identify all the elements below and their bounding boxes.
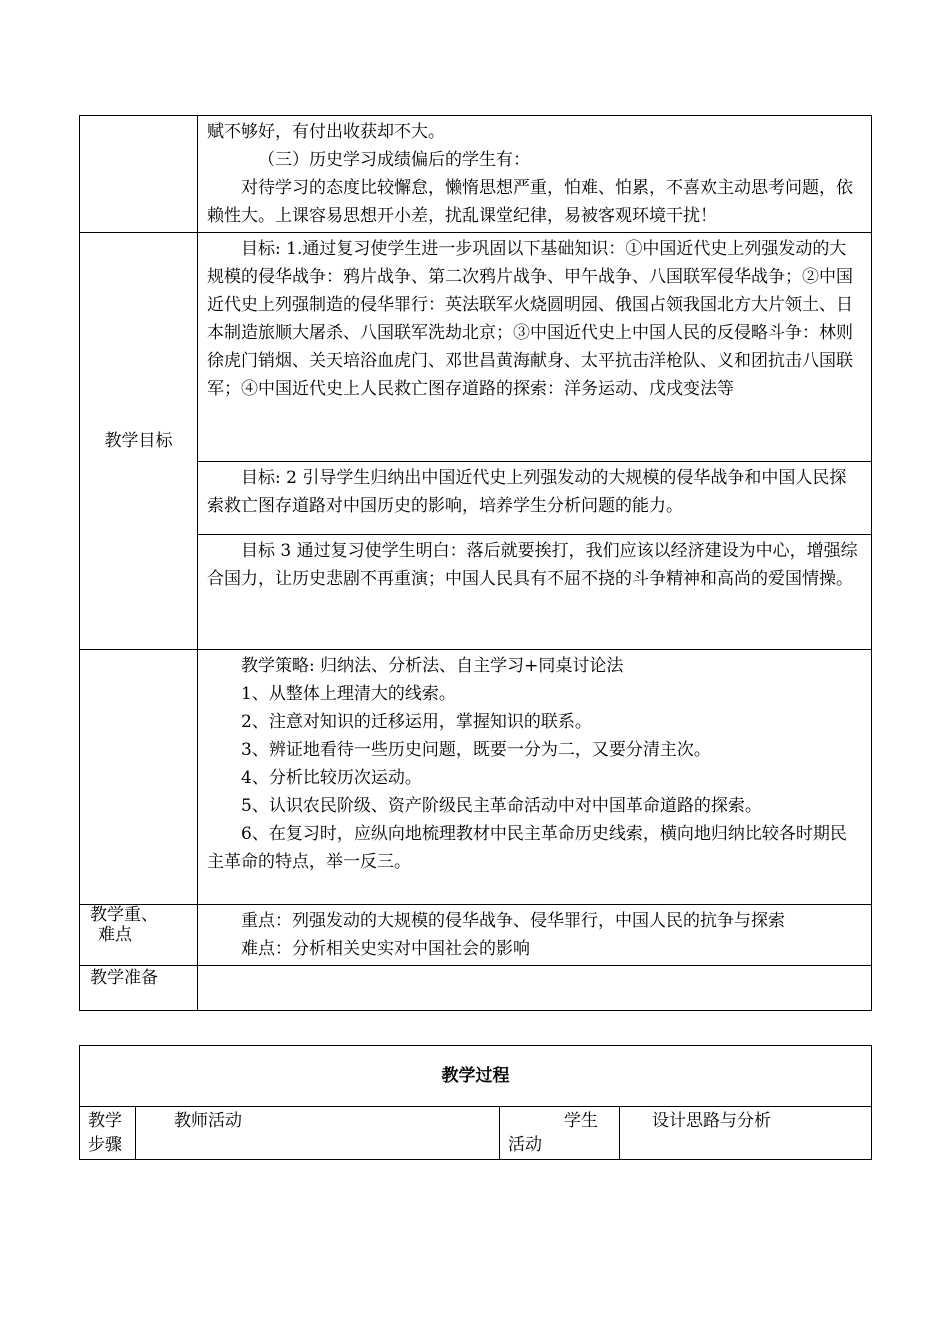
strategy-item: 4、分析比较历次运动。 — [241, 768, 422, 788]
student-analysis-row — [80, 116, 872, 233]
goal-2-cell — [198, 462, 872, 535]
student-activity-header — [500, 1107, 620, 1160]
teacher-activity-header: 教师活动 — [136, 1107, 500, 1160]
step-header-line2: 步骤 — [88, 1135, 122, 1155]
preparation-row — [80, 966, 872, 1011]
student-analysis-label-cell — [80, 116, 198, 233]
key-points-label-line2: 难点 — [98, 925, 132, 945]
preparation-label: 教学准备 — [80, 966, 198, 1011]
strategy-item: 2、注意对知识的迁移运用，掌握知识的联系。 — [241, 712, 592, 732]
process-header-row — [80, 1107, 872, 1160]
goal-1-text: 目标: 1.通过复习使学生进一步巩固以下基础知识：①中国近代史上列强发动的大规模的侵华战争：鸦片战争、第二次鸦片战争、甲午战争、八国联军侵华战争；②中国近代史上列强制造的侵华罪行：英法联军火烧圆明园、俄国占领我国北方大片领土、日本制造旅顺大屠杀、八国联军洗劫北京；③中国近代史上中国人民的反侵略斗争：林则徐虎门销烟、关天培浴血虎门、邓世昌黄海献身、太平抗击洋枪队、义和团抗击八国联军；④中国近代史上人民救亡图存道路的探索：洋务运动、戊戌变法等 — [207, 239, 853, 399]
key-points-label — [80, 905, 198, 966]
continued-text: 赋不够好，有付出收获却不大。 — [207, 122, 445, 142]
goal-row-2 — [80, 462, 872, 535]
difficulty-text: 难点：分析相关史实对中国社会的影响 — [241, 939, 530, 959]
student-analysis-cell — [198, 116, 872, 233]
step-column-header — [80, 1107, 136, 1160]
teaching-process-table — [79, 1045, 872, 1160]
strategy-intro: 教学策略: 归纳法、分析法、自主学习+同桌讨论法 — [241, 656, 624, 676]
student-header-line2: 活动 — [508, 1135, 542, 1155]
strategy-cell — [198, 650, 872, 905]
goal-row-3 — [80, 535, 872, 650]
goal-3-text: 目标 3 通过复习使学生明白：落后就要挨打，我们应该以经济建设为中心，增强综合国力，让历史悲剧不再重演；中国人民具有不屈不挠的斗争精神和高尚的爱国情操。 — [207, 541, 858, 589]
step-header-line1: 教学 — [88, 1111, 122, 1131]
strategy-item: 5、认识农民阶级、资产阶级民主革命活动中对中国革命道路的探索。 — [241, 796, 762, 816]
process-title-row — [80, 1046, 872, 1107]
key-points-label-line1: 教学重、 — [90, 905, 158, 925]
focus-text: 重点：列强发动的大规模的侵华战争、侵华罪行，中国人民的抗争与探索 — [241, 911, 785, 931]
design-analysis-header: 设计思路与分析 — [620, 1107, 872, 1160]
process-title: 教学过程 — [80, 1046, 872, 1107]
goal-3-cell — [198, 535, 872, 650]
strategy-label-cell — [80, 650, 198, 905]
teaching-goals-label: 教学目标 — [80, 233, 198, 650]
strategy-item: 3、辨证地看待一些历史问题，既要一分为二，又要分清主次。 — [241, 740, 711, 760]
strategy-item: 6、在复习时，应纵向地梳理教材中民主革命历史线索，横向地归纳比较各时期民主革命的特点，举一反三。 — [207, 824, 847, 872]
strategy-row — [80, 650, 872, 905]
group-three-heading: （三）历史学习成绩偏后的学生有： — [258, 150, 530, 170]
goal-1-cell — [198, 233, 872, 462]
group-three-description: 对待学习的态度比较懈怠，懒惰思想严重，怕难、怕累，不喜欢主动思考问题，依赖性大。上课容易思想开小差，扰乱课堂纪律，易被客观环境干扰！ — [207, 178, 853, 226]
key-points-cell — [198, 905, 872, 966]
strategy-item: 1、从整体上理清大的线索。 — [241, 684, 456, 704]
student-header-line1: 学生 — [564, 1111, 598, 1131]
lesson-plan-table — [79, 115, 872, 1011]
goal-row-1 — [80, 233, 872, 462]
key-points-row — [80, 905, 872, 966]
preparation-cell — [198, 966, 872, 1011]
goal-2-text: 目标: 2 引导学生归纳出中国近代史上列强发动的大规模的侵华战争和中国人民探索救亡图存道路对中国历史的影响，培养学生分析问题的能力。 — [207, 468, 847, 516]
